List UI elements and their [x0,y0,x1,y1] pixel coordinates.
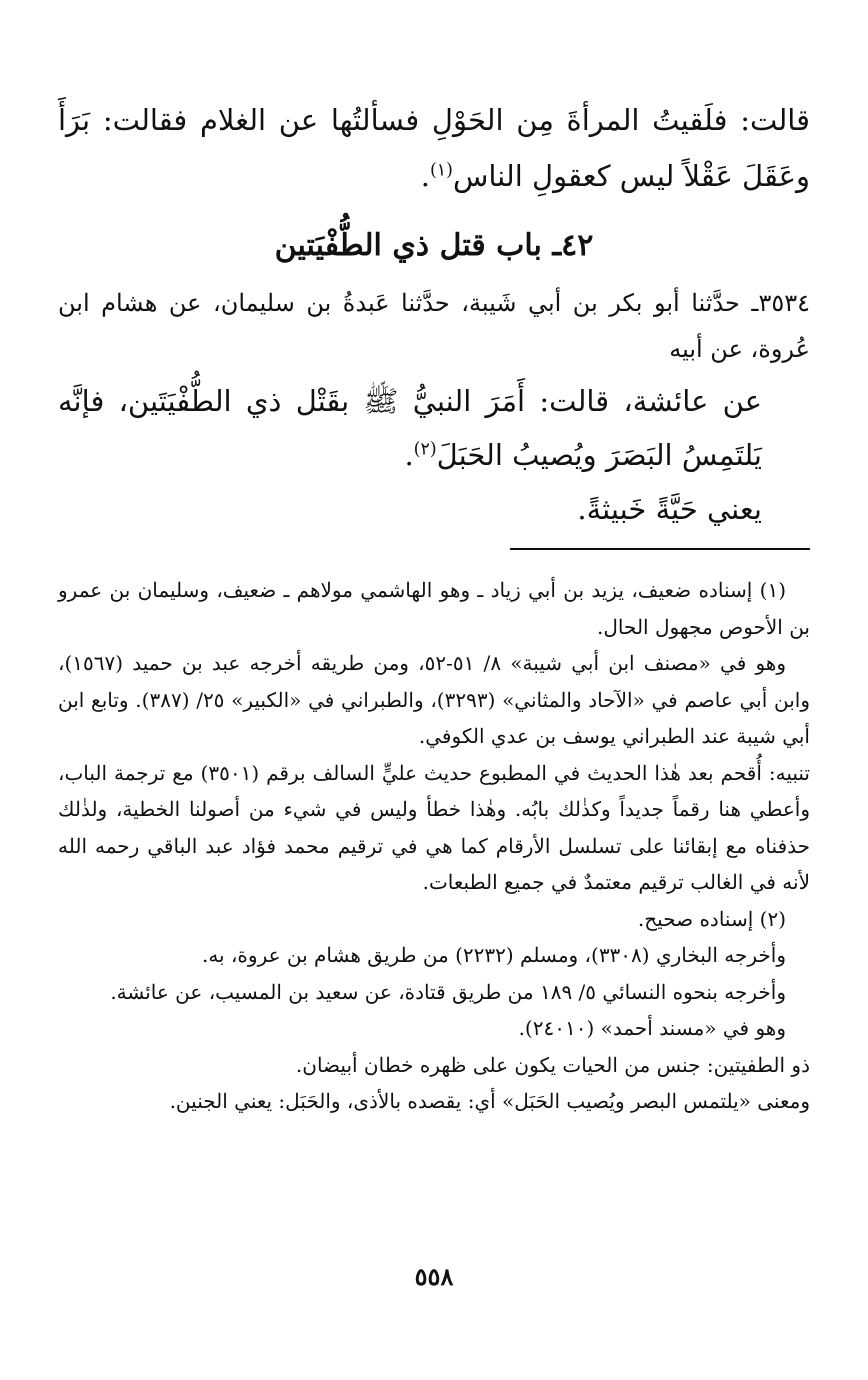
hadith-isnad: ٣٥٣٤ـ حدَّثنا أبو بكر بن أبي شَيبة، حدَّثنا عَبدةُ بن سليمان، عن هشام ابن عُروة، عن أبيه [58,289,810,363]
footnote: تنبيه: أُقحم بعد هٰذا الحديث في المطبوع حديث عليٍّ السالف برقم (٣٥٠١) مع ترجمة الباب، وأعطي هنا رقماً جديداً وكذٰلك بابُه. وهٰذا خطأ وليس في شيء من أصولنا الخطية، ولذٰلك حذفناه مع إبقائنا على تسلسل الأرقام كما هي في ترقيم محمد فؤاد عبد الباقي رحمه الله لأنه في الغالب ترقيم معتمدٌ في جميع الطبعات. [58,760,810,894]
matn-end: . [404,438,414,472]
hadith-matn [58,374,810,536]
paragraph-end: . [420,159,430,193]
book-page [58,0,810,1380]
footnote: (٢) إسناده صحيح. [637,906,786,931]
footnotes [58,572,810,1120]
matn-line [58,374,810,482]
body-paragraph [58,92,810,204]
page-number: ٥٥٨ [414,1262,454,1291]
footnote: وهو في «مسند أحمد» (٢٤٠١٠). [518,1016,786,1040]
matn-text: عن عائشة، قالت: أَمَرَ النبيُّ ﷺ بقَتْل ذي الطُّفْيَتَين، فإنَّه يَلتَمِسُ البَصَرَ ويُصيبُ الحَبَلَ [58,384,762,472]
paragraph-text: قالت: فلَقيتُ المرأةَ مِن الحَوْلِ فسألتُها عن الغلام فقالت: بَرَأَ وعَقَلَ عَقْلاً ليس كعقولِ الناس [58,103,810,193]
footnote: وأخرجه بنحوه النسائي ٥/ ١٨٩ من طريق قتادة، عن سعيد بن المسيب، عن عائشة. [110,979,786,1004]
footnote: وأخرجه البخاري (٣٣٠٨)، ومسلم (٢٢٣٢) من طريق هشام بن عروة، به. [201,943,786,967]
footnote: ذو الطفيتين: جنس من الحيات يكون على ظهره خطان أبيضان. [295,1052,810,1077]
footnote: (١) إسناده ضعيف، يزيد بن أبي زياد ـ وهو الهاشمي مولاهم ـ ضعيف، وسليمان بن عمرو بن الأحوص مجهول الحال. [58,578,810,639]
footnote-ref: (١) [430,160,453,181]
footnote: وهو في «مصنف ابن أبي شيبة» ٨/ ٥١-٥٢، ومن طريقه أخرجه عبد بن حميد (١٥٦٧)، وابن أبي عاصم في «الآحاد والمثاني» (٣٢٩٣)، والطبراني في «الكبير» ٢٥/ (٣٨٧). وتابع ابن أبي شيبة عند الطبراني يوسف بن عدي الكوفي. [58,651,810,748]
footnote-separator [510,548,810,550]
footnote-ref: (٢) [413,439,437,460]
chapter-heading: ٤٢ـ باب قتل ذي الطُّفْيَتين [274,228,594,263]
matn-explanation: يعني حَيَّةً خَبيثةً. [577,492,762,526]
footnote: ومعنى «يلتمس البصر ويُصيب الحَبَل» أي: يقصده بالأذى، والحَبَل: يعني الجنين. [169,1089,810,1113]
